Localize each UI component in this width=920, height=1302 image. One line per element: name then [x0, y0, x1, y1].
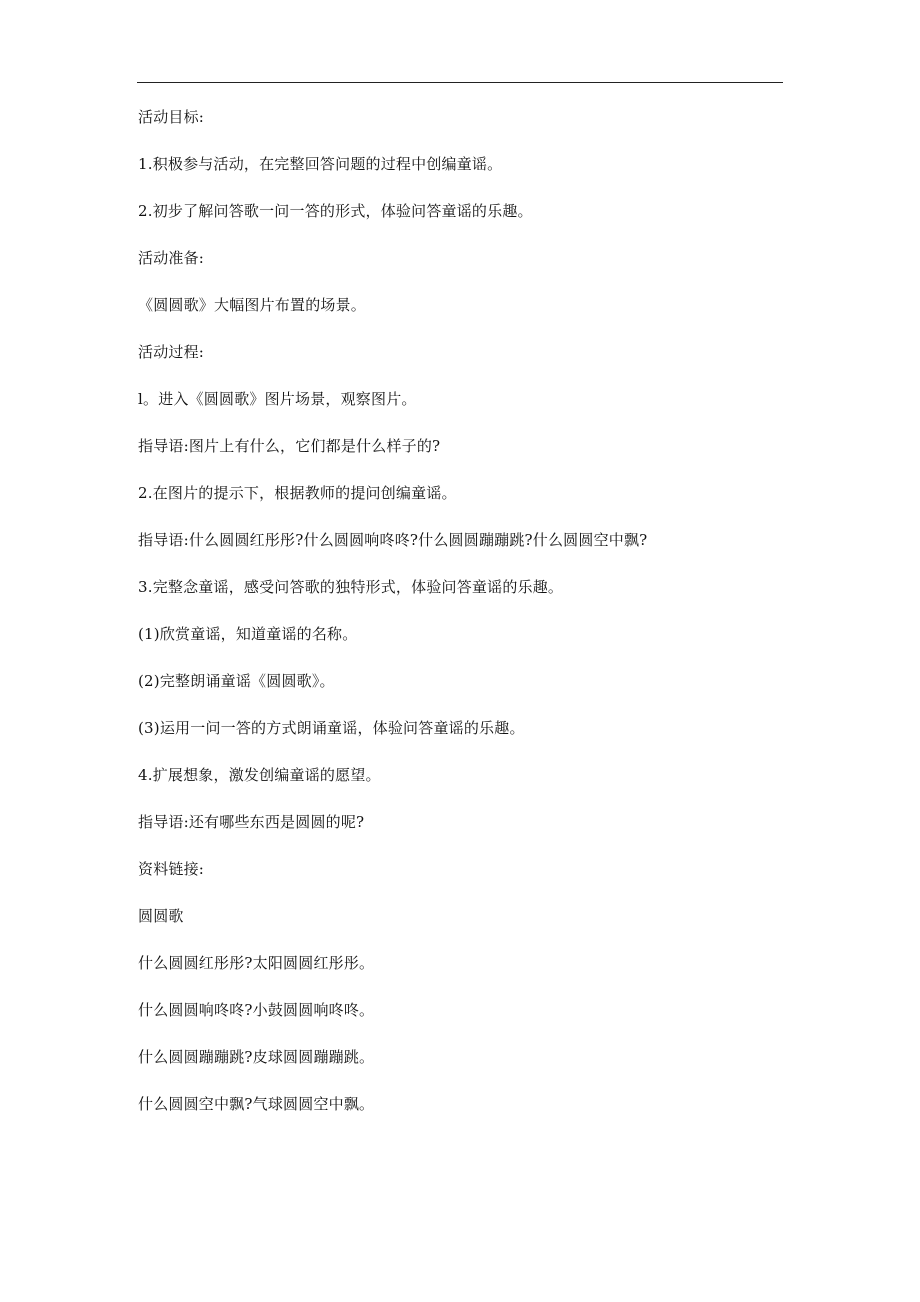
goal-item-1: 1.积极参与活动，在完整回答问题的过程中创编童谣。: [138, 155, 503, 173]
guide-text-2: 指导语:什么圆圆红彤彤?什么圆圆响咚咚?什么圆圆蹦蹦跳?什么圆圆空中飘?: [138, 531, 648, 549]
section-heading-goals: 活动目标:: [138, 108, 205, 126]
poem-line-2: 什么圆圆响咚咚?小鼓圆圆响咚咚。: [138, 1001, 375, 1019]
sub-step-3: (3)运用一问一答的方式朗诵童谣，体验问答童谣的乐趣。: [138, 719, 525, 737]
poem-line-1: 什么圆圆红彤彤?太阳圆圆红彤彤。: [138, 954, 375, 972]
guide-text-1: 指导语:图片上有什么，它们都是什么样子的?: [138, 437, 441, 455]
header-rule: [137, 82, 783, 83]
process-step-4: 4.扩展想象，激发创编童谣的愿望。: [138, 766, 381, 784]
goal-item-2: 2.初步了解问答歌一问一答的形式，体验问答童谣的乐趣。: [138, 202, 533, 220]
section-heading-process: 活动过程:: [138, 343, 205, 361]
process-step-2: 2.在图片的提示下，根据教师的提问创编童谣。: [138, 484, 457, 502]
process-step-1: l。进入《圆圆歌》图片场景，观察图片。: [138, 390, 417, 408]
preparation-text: 《圆圆歌》大幅图片布置的场景。: [138, 296, 367, 314]
section-heading-preparation: 活动准备:: [138, 249, 205, 267]
poem-title: 圆圆歌: [138, 907, 184, 925]
process-step-3: 3.完整念童谣，感受问答歌的独特形式，体验问答童谣的乐趣。: [138, 578, 564, 596]
poem-line-4: 什么圆圆空中飘?气球圆圆空中飘。: [138, 1095, 375, 1113]
section-heading-resources: 资料链接:: [138, 860, 205, 878]
sub-step-2: (2)完整朗诵童谣《圆圆歌》。: [138, 672, 335, 690]
poem-line-3: 什么圆圆蹦蹦跳?皮球圆圆蹦蹦跳。: [138, 1048, 375, 1066]
guide-text-3: 指导语:还有哪些东西是圆圆的呢?: [138, 813, 365, 831]
document-body: [138, 108, 778, 1142]
sub-step-1: (1)欣赏童谣，知道童谣的名称。: [138, 625, 358, 643]
